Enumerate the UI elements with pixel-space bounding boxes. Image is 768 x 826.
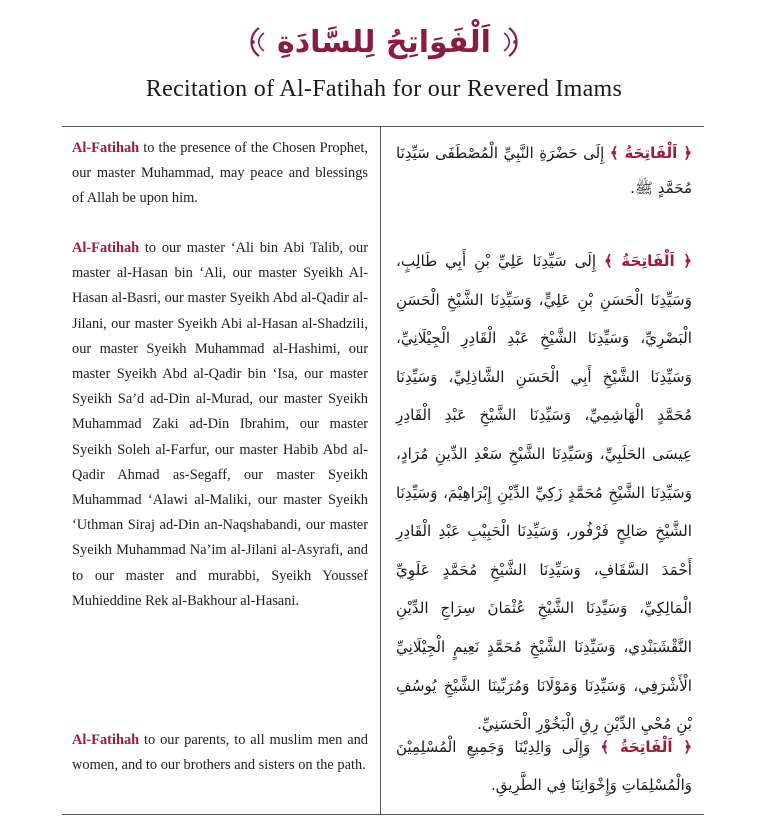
arabic-entry-text: إِلَى حَضْرَةِ النَّبِيِّ الْمُصْطَفَى سَيِّدِنَا مُحَمَّدٍ ﷺ. <box>396 144 692 197</box>
fatihah-label: Al-Fatihah <box>72 732 140 748</box>
arabic-fatihah-label: ﴿ اَلْفَاتِحَةُ ﴾ <box>609 144 692 162</box>
arabic-page-title: اَلْفَوَاتِحُ لِلسَّادَةِ <box>277 24 491 60</box>
english-entry-text: to our parents, to all muslim men and women, and to our brothers and sisters on the path. <box>72 732 368 774</box>
arabic-entry-prophet <box>396 136 692 206</box>
arabic-entry-parents <box>396 728 692 804</box>
arabic-fatihah-label: ﴿ اَلْفَاتِحَةُ ﴾ <box>600 738 692 756</box>
page-header <box>0 8 768 128</box>
arabic-fatihah-label: ﴿ اَلْفَاتِحَةُ ﴾ <box>604 252 692 270</box>
arabic-entry-text: وَإِلَى وَالِدِيْنَا وَجَمِيعِ الْمُسْلِمِيْنَ وَالْمُسْلِمَاتِ وَإِخْوَانِنَا فِي الطَّرِيقِ. <box>396 738 692 794</box>
column-divider <box>380 126 381 814</box>
recitation-table <box>62 126 704 816</box>
english-entry-imams <box>72 236 368 614</box>
arabic-entry-imams <box>396 242 692 734</box>
right-ornament-icon <box>501 25 523 59</box>
arabic-title-row <box>0 18 768 66</box>
arabic-entry-text: إِلَى سَيِّدِنَا عَلِيِّ بْنِ أَبِي طَالِبٍ، وَسَيِّدِنَا الْحَسَنِ بْنِ عَلِيٍّ، وَسَيِّدِنَا الشَّيْخِ الْحَسَنِ الْبَصْرِيِّ، وَسَيِّدِنَا الشَّيْخِ عَبْدِ الْقَادِرِ الْجِيْلَانِيِّ، وَسَيِّدِنَا الشَّيْخِ أَبِي الْحَسَنِ الشَّاذِلِيِّ، وَسَيِّدِنَا مُحَمَّدٍ الْهَاشِمِيِّ، وَسَيِّدِنَا الشَّيْخِ عَبْدِ الْقَادِرِ عِيسَى الحَلَبِيِّ، وَسَيِّدِنَا الشَّيْخِ سَعْدِ الدِّينِ مُرَادٍ، وَسَيِّدِنَا الشَّيْخِ مُحَمَّدٍ زَكِيِّ الدِّيْنِ إِبْرَاهِيْمَ، وَسَيِّدِنَا الشَّيْخِ صَالِحٍ فَرْفُور، وَسَيِّدِنَا الْحَبِيْبِ عَبْدِ الْقَادِرِ أَحْمَدَ السَّقَافِ، وَسَيِّدِنَا الشَّيْخِ مُحَمَّدٍ عَلَوِيِّ الْمَالِكِيِّ، وَسَيِّدِنَا الشَّيْخِ عُثْمَانَ سِرَاجِ الدِّيْنِ النَّقْشَبَنْدِي، وَسَيِّدِنَا الشَّيْخِ مُحَمَّدٍ نَعِيمٍ الْجِيْلَانِيِّ الْأَشْرَفِي، وَسَيِّدِنَا وَمَوْلَانَا وَمُرَبِّينَا الشَّيْخِ يُوسُفِ بْنِ مُحْيِ الدِّيْنِ رِقِ الْبَخُوْرِ الْحَسَنِيِّ. <box>396 252 692 734</box>
english-entry-prophet <box>72 136 368 212</box>
fatihah-label: Al-Fatihah <box>72 240 140 256</box>
english-entry-parents <box>72 728 368 778</box>
english-entry-text: to our master ‘Ali bin Abi Talib, our master al-Hasan bin ‘Ali, our master Syeikh Al-Hasan al-Basri, our master Syeikh Abd al-Qadir al-Jilani, our master Syeikh Abi al-Hasan al-Shadzili, our master Syeikh Muhammad al-Hashimi, our master Syeikh Abd al-Qadir bin ‘Isa, our master Syeikh Sa’d ad-Din al-Murad, our master Syeikh Muhammad Zaki ad-Din Ibrahim, our master Syeikh Soleh al-Farfur, our master Habib Abd al-Qadir Ahmad as-Segaff, our master Syeikh Muhammad ‘Alawi al-Maliki, our master Syeikh ‘Uthman Siraj ad-Din an-Naqshabandi, our master Syeikh Muhammad Na’im al-Jilani al-Asyrafi, and to our master and murabbi, Syeikh Youssef Muhieddine Rek al-Bakhour al-Hasani. <box>72 240 368 609</box>
english-page-title: Recitation of Al-Fatihah for our Revered Imams <box>145 76 623 102</box>
table-top-rule <box>62 126 704 127</box>
left-ornament-icon <box>245 25 267 59</box>
table-bottom-rule <box>62 814 704 815</box>
english-entry-text: to the presence of the Chosen Prophet, our master Muhammad, may peace and blessings of Allah be upon him. <box>72 140 368 207</box>
fatihah-label: Al-Fatihah <box>72 140 140 156</box>
